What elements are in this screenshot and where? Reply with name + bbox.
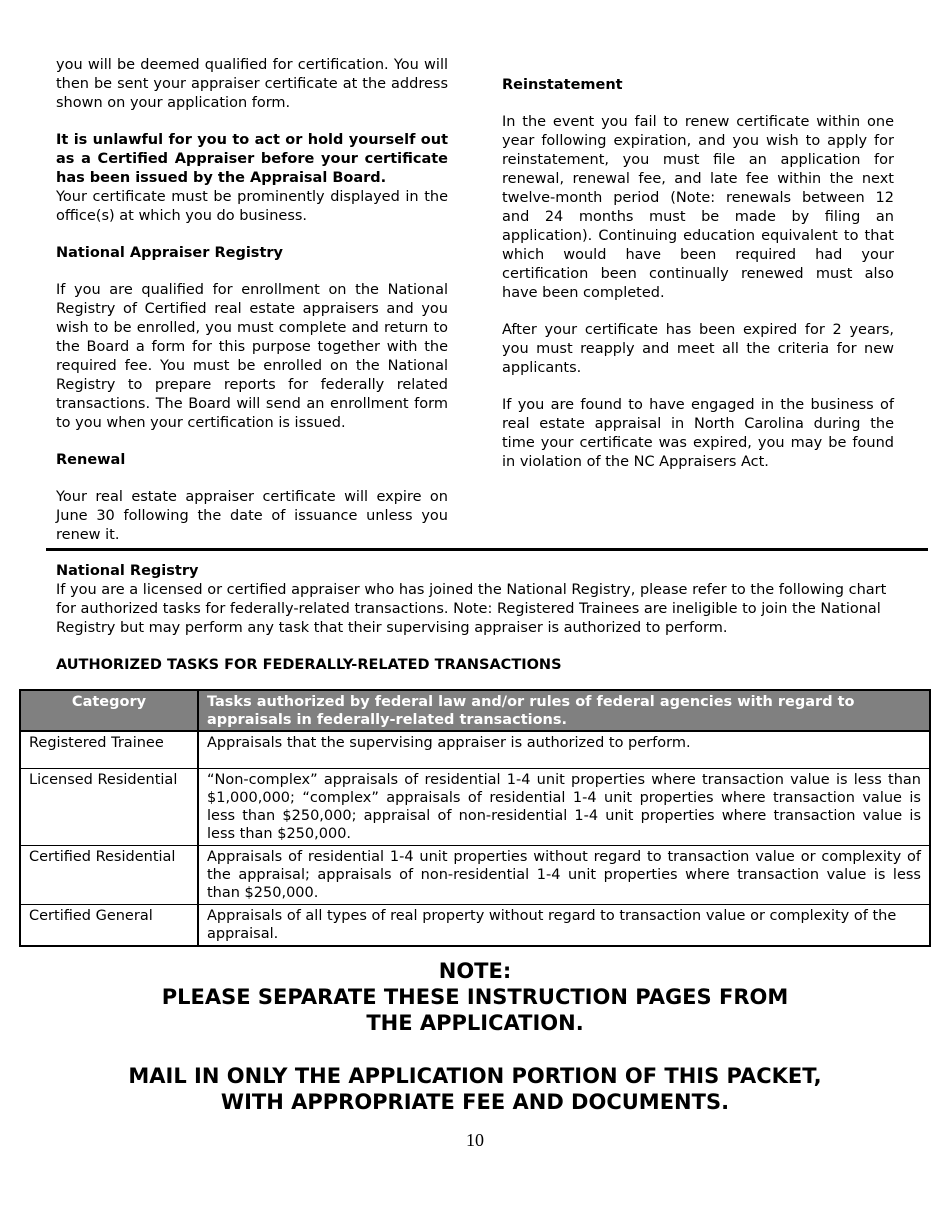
category-cell: Registered Trainee	[20, 731, 198, 769]
display-certificate-paragraph: Your certificate must be prominently displayed in the office(s) at which you do business.	[56, 189, 448, 224]
table-row	[20, 905, 930, 947]
table-header-row	[20, 690, 930, 731]
renewal-paragraph: Your real estate appraiser certificate will expire on June 30 following the date of issuance unless you renew it.	[56, 489, 448, 543]
tasks-cell: Appraisals that the supervising appraiser is authorized to perform.	[198, 731, 930, 769]
category-column-header: Category	[20, 690, 198, 731]
left-column	[56, 56, 448, 563]
authorized-tasks-title: AUTHORIZED TASKS FOR FEDERALLY-RELATED TRANSACTIONS	[56, 657, 562, 673]
tasks-cell: “Non-complex” appraisals of residential 1-4 unit properties where transaction value is less than $1,000,000; “complex” appraisals of residential 1-4 unit properties where transaction value is less than $250,000; appraisal of non-residential 1-4 unit properties where transaction value is less than $250,000.	[198, 769, 930, 846]
tasks-cell: Appraisals of all types of real property without regard to transaction value or complexity of the appraisal.	[198, 905, 930, 947]
unlawful-warning: It is unlawful for you to act or hold yourself out as a Certified Appraiser before your certificate has been issued by the Appraisal Board.	[56, 132, 448, 186]
national-registry-section	[56, 562, 896, 675]
expired-paragraph: After your certificate has been expired for 2 years, you must reapply and meet all the criteria for new applicants.	[502, 322, 894, 376]
national-appraiser-registry-heading: National Appraiser Registry	[56, 245, 283, 261]
page-number: 10	[466, 1130, 484, 1150]
reinstatement-paragraph: In the event you fail to renew certificate within one year following expiration, and you wish to apply for reinstatement, you must file an application for renewal, renewal fee, and late fee within the next twelve-month period (Note: renewals between 12 and 24 months must be made by filing an application). Continuing education equivalent to that which would have been required had your certification been continually renewed must also have been completed.	[502, 114, 894, 301]
from-application-line: THE APPLICATION.	[366, 1011, 584, 1035]
violation-paragraph: If you are found to have engaged in the business of real estate appraisal in North Carolina during the time your certificate was expired, you may be found in violation of the NC Appraisers Act.	[502, 397, 894, 470]
reinstatement-heading: Reinstatement	[502, 77, 623, 93]
category-cell: Licensed Residential	[20, 769, 198, 846]
authorized-tasks-table	[19, 689, 931, 947]
national-appraiser-registry-paragraph: If you are qualified for enrollment on the National Registry of Certified real estate appraisers and you wish to be enrolled, you must complete and return to the Board a form for this purpose together with the required fee. You must be enrolled on the National Registry to prepare reports for federally related transactions. The Board will send an enrollment form to you when your certification is issued.	[56, 282, 448, 431]
mail-in-notice	[0, 1063, 950, 1115]
tasks-column-header: Tasks authorized by federal law and/or rules of federal agencies with regard to appraisals in federally-related transactions.	[198, 690, 930, 731]
fee-documents-line: WITH APPROPRIATE FEE AND DOCUMENTS.	[220, 1090, 730, 1114]
separate-pages-notice	[0, 958, 950, 1036]
separate-pages-line: PLEASE SEPARATE THESE INSTRUCTION PAGES FROM	[161, 985, 789, 1009]
national-registry-paragraph: If you are a licensed or certified appraiser who has joined the National Registry, please refer to the following chart for authorized tasks for federally-related transactions. Note: Registered Trainees are ineligible to join the National Registry but may perform any task that their supervising appraiser is authorized to perform.	[56, 582, 887, 636]
certification-intro-paragraph: you will be deemed qualified for certification. You will then be sent your appraiser certificate at the address shown on your application form.	[56, 57, 448, 111]
tasks-cell: Appraisals of residential 1-4 unit properties without regard to transaction value or complexity of the appraisal; appraisals of non-residential 1-4 unit properties where transaction value is less than $250,000.	[198, 846, 930, 905]
table-row	[20, 846, 930, 905]
table-row	[20, 731, 930, 769]
national-registry-heading: National Registry	[56, 563, 199, 579]
category-cell: Certified General	[20, 905, 198, 947]
table-row	[20, 769, 930, 846]
renewal-heading: Renewal	[56, 452, 126, 468]
mail-in-line: MAIL IN ONLY THE APPLICATION PORTION OF THIS PACKET,	[128, 1064, 822, 1088]
section-divider	[46, 548, 928, 551]
category-cell: Certified Residential	[20, 846, 198, 905]
note-label: NOTE:	[438, 959, 512, 983]
right-column	[502, 76, 894, 490]
